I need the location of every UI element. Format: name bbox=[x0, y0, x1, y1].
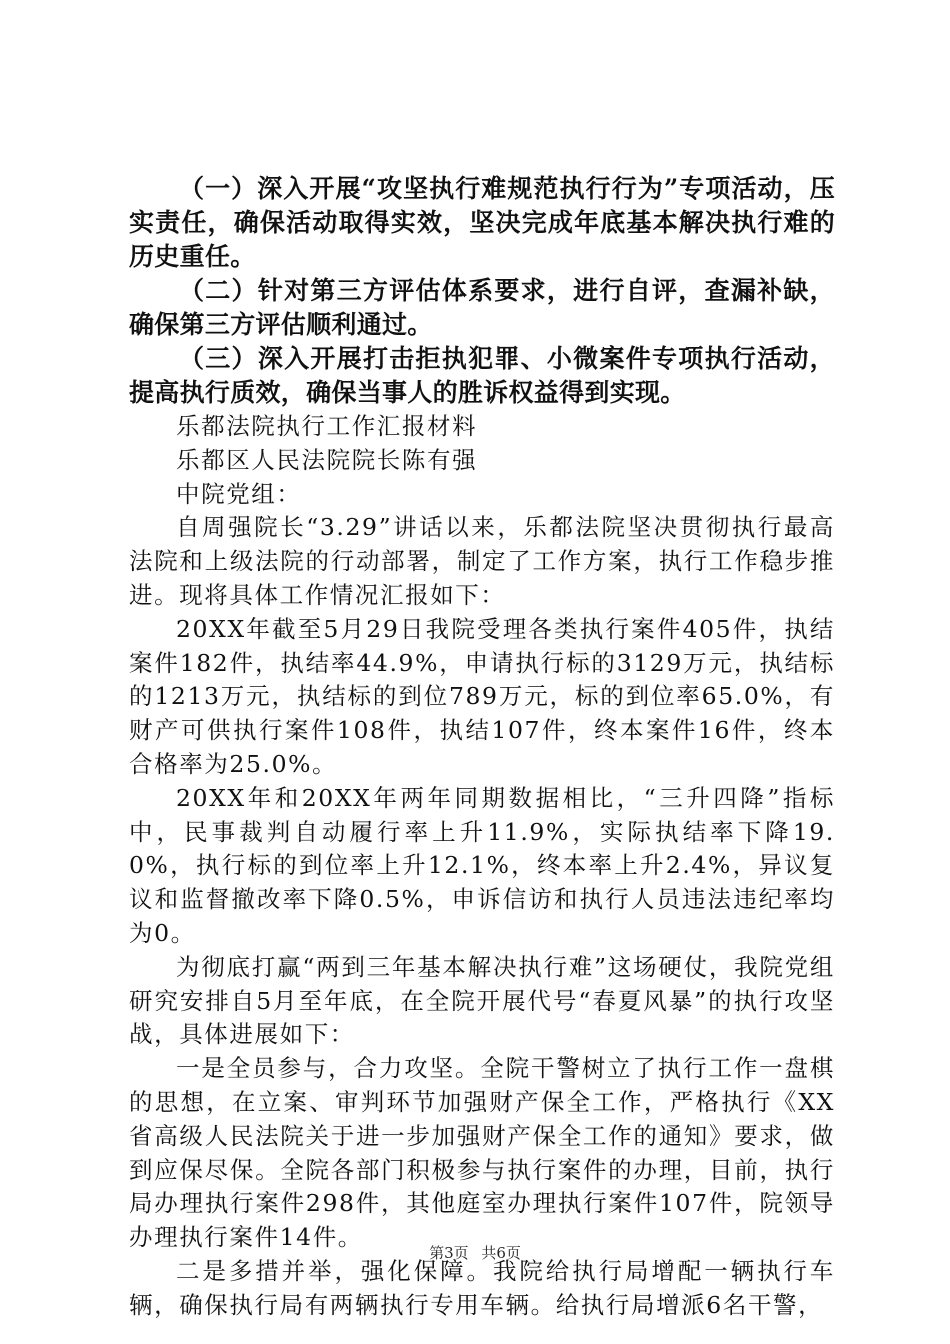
paragraph-comparison: 20XX年和20XX年两年同期数据相比，“三升四降”指标中，民事裁判自动履行率上升11.9%，实际执结率下降19.0%，执行标的到位率上升12.1%，终本率上升2.4%，异议复议和监督撤改率下降0.5%，申诉信访和执行人员违法违纪率均为0。 bbox=[129, 783, 835, 947]
page-total: 共6页 bbox=[481, 1244, 521, 1262]
paragraph-point-2: 二是多措并举，强化保障。我院给执行局增配一辆执行车辆，确保执行局有两辆执行专用车辆。给执行局增派6名干警， bbox=[129, 1256, 835, 1319]
report-author: 乐都区人民法院院长陈有强 bbox=[176, 445, 478, 474]
paragraph-intro: 自周强院长“3.29”讲话以来，乐都法院坚决贯彻执行最高法院和上级法院的行动部署，制定了工作方案，执行工作稳步推进。现将具体工作情况汇报如下： bbox=[129, 513, 835, 609]
paragraph-point-1: 一是全员参与，合力攻坚。全院干警树立了执行工作一盘棋的思想，在立案、审判环节加强财产保全工作，严格执行《XX省高级人民法院关于进一步加强财产保全工作的通知》要求，做到应保尽保。全院各部门积极参与执行案件的办理，目前，执行局办理执行案件298件，其他庭室办理执行案件107件，院领导办理执行案件14件。 bbox=[129, 1054, 835, 1252]
paragraph-campaign: 为彻底打赢“两到三年基本解决执行难”这场硬仗，我院党组研究安排自5月至年底，在全院开展代号“春夏风暴”的执行攻坚战，具体进展如下： bbox=[129, 952, 835, 1049]
paragraph-task-2: （二）针对第三方评估体系要求，进行自评，查漏补缺，确保第三方评估顺利通过。 bbox=[129, 276, 835, 339]
page-footer bbox=[0, 1243, 950, 1263]
report-salutation: 中院党组： bbox=[176, 479, 302, 508]
document-body bbox=[129, 172, 835, 1323]
page-number: 第3页 bbox=[429, 1244, 469, 1262]
paragraph-task-1: （一）深入开展“攻坚执行难规范执行行为”专项活动，压实责任，确保活动取得实效，坚决完成年底基本解决执行难的历史重任。 bbox=[129, 174, 835, 271]
report-title: 乐都法院执行工作汇报材料 bbox=[176, 412, 478, 440]
paragraph-task-3: （三）深入开展打击拒执犯罪、小微案件专项执行活动，提高执行质效，确保当事人的胜诉权益得到实现。 bbox=[129, 344, 835, 407]
paragraph-statistics: 20XX年截至5月29日我院受理各类执行案件405件，执结案件182件，执结率44.9%，申请执行标的3129万元，执结标的1213万元，执结标的到位789万元，标的到位率65.0%，有财产可供执行案件108件，执结107件，终本案件16件，终本合格率为25.0%。 bbox=[129, 614, 835, 778]
